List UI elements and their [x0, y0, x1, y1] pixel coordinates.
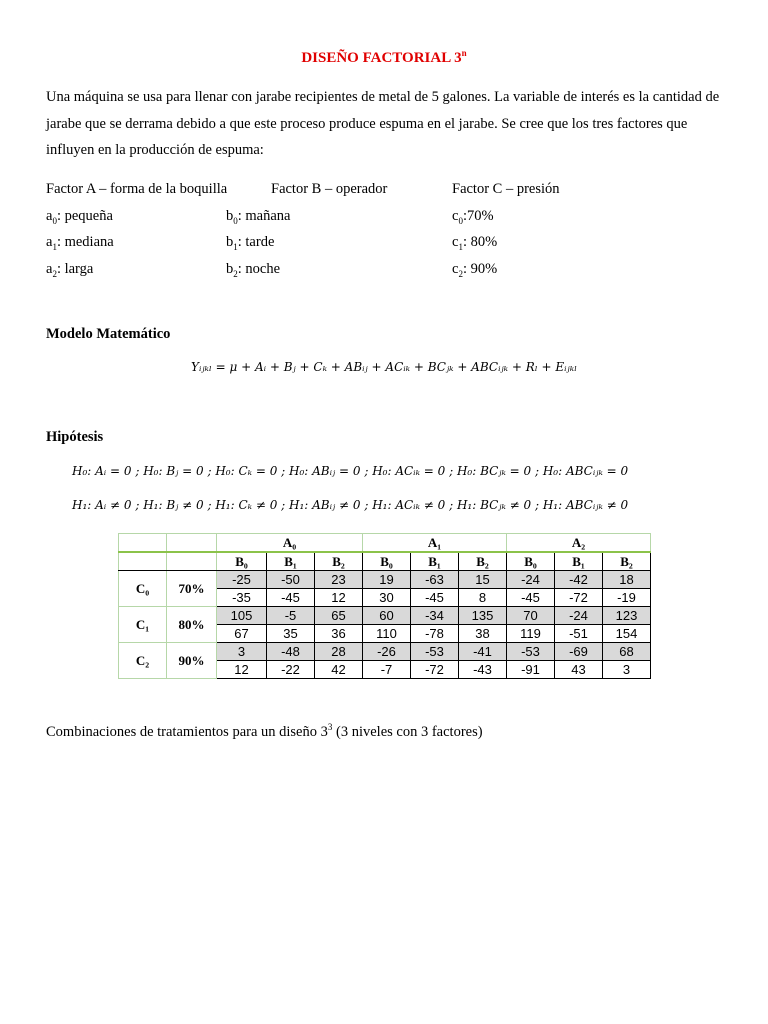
factor-b-column-header: B₂ — [603, 552, 651, 571]
table-cell: 15 — [459, 571, 507, 589]
intro-paragraph: Una máquina se usa para llenar con jarabe recipientes de metal de 5 galones. La variable de interés es la cantidad de jarabe que se derrama debido a que este proceso produce espuma en el jarabe. Se cree que los tres factores que influyen en la producción de espuma: — [46, 89, 720, 158]
table-cell: -24 — [555, 607, 603, 625]
null-hypotheses: H₀: Aᵢ = 0 ; H₀: Bⱼ = 0 ; H₀: Cₖ = 0 ; H₀: ABᵢⱼ = 0 ; H₀: ACᵢₖ = 0 ; H₀: BCⱼₖ = 0 ; H₀: ABCᵢⱼₖ = 0 — [72, 464, 629, 478]
table-cell: -45 — [411, 589, 459, 607]
pressure-row-label: 80% — [167, 607, 217, 643]
table-cell: -53 — [411, 643, 459, 661]
document-title: DISEÑO FACTORIAL 3$^n$ — [301, 48, 467, 66]
table-cell: 19 — [363, 571, 411, 589]
table-cell: -63 — [411, 571, 459, 589]
table-cell: -45 — [267, 589, 315, 607]
table-cell: 36 — [315, 625, 363, 643]
factor-b-column-header: B₁ — [555, 552, 603, 571]
factor-b-column-header: B₀ — [363, 552, 411, 571]
table-cell: -78 — [411, 625, 459, 643]
table-cell: -26 — [363, 643, 411, 661]
table-cell: -72 — [555, 589, 603, 607]
factor-b-level: $b_1$: tarde — [226, 234, 275, 252]
table-header-row-b — [119, 552, 651, 571]
factor-b-column-header: B₁ — [267, 552, 315, 571]
table-cell: -25 — [217, 571, 267, 589]
table-cell: 8 — [459, 589, 507, 607]
table-cell: 3 — [217, 643, 267, 661]
table-cell: -22 — [267, 661, 315, 679]
pressure-row-label: 70% — [167, 571, 217, 607]
data-table — [118, 533, 651, 679]
table-cell: 110 — [363, 625, 411, 643]
factor-b-column-header: B₂ — [315, 552, 363, 571]
pressure-row-label: 90% — [167, 643, 217, 679]
table-cell: 43 — [555, 661, 603, 679]
table-cell: 12 — [315, 589, 363, 607]
table-cell: 30 — [363, 589, 411, 607]
table-cell: -50 — [267, 571, 315, 589]
factor-a-level: $a_2$: larga — [46, 260, 94, 279]
table-cell: 28 — [315, 643, 363, 661]
factor-a-column-header: A₂ — [507, 534, 651, 553]
table-cell: 70 — [507, 607, 555, 625]
factor-c-row-label: C₀ — [119, 571, 167, 607]
factor-b-column-header: B₀ — [217, 552, 267, 571]
table-cell: 123 — [603, 607, 651, 625]
factor-b-level: $b_2$: noche — [226, 260, 281, 279]
factor-b-header: Factor B – operador — [271, 181, 388, 197]
factor-c-header: Factor C – presión — [452, 181, 560, 197]
table-cell: -72 — [411, 661, 459, 679]
table-cell: 3 — [603, 661, 651, 679]
table-row — [119, 607, 651, 625]
corner-cell — [167, 534, 217, 553]
factor-a-column-header: A₁ — [363, 534, 507, 553]
table-cell: -51 — [555, 625, 603, 643]
factor-b-column-header: B₂ — [459, 552, 507, 571]
table-cell: 65 — [315, 607, 363, 625]
model-heading: Modelo Matemático — [46, 326, 171, 342]
hypothesis-heading: Hipótesis — [46, 429, 104, 445]
factor-b-column-header: B₀ — [507, 552, 555, 571]
table-cell: -53 — [507, 643, 555, 661]
factor-b-level: $b_0$: mañana — [226, 207, 291, 226]
corner-cell — [167, 552, 217, 571]
table-cell: 12 — [217, 661, 267, 679]
factor-a-header: Factor A – forma de la boquilla — [46, 181, 228, 197]
factor-c-row-label: C₂ — [119, 643, 167, 679]
factor-c-level: $c_0:70\%$ — [452, 207, 494, 226]
table-cell: -7 — [363, 661, 411, 679]
table-cell: -5 — [267, 607, 315, 625]
table-cell: 68 — [603, 643, 651, 661]
model-equation: Yᵢⱼₖₗ = μ + Aᵢ + Bⱼ + Cₖ + ABᵢⱼ + ACᵢₖ + BCⱼₖ + ABCᵢⱼₖ + Rₗ + Eᵢⱼₖₗ — [191, 360, 577, 374]
table-cell: -45 — [507, 589, 555, 607]
table-cell: -91 — [507, 661, 555, 679]
factor-a-level: $a_1$: mediana — [46, 234, 114, 252]
footer-text: Combinaciones de tratamientos para un diseño $3^3$ (3 niveles con 3 factores) — [46, 722, 483, 740]
table-cell: 135 — [459, 607, 507, 625]
factor-a-column-header: A₀ — [217, 534, 363, 553]
table-cell: 42 — [315, 661, 363, 679]
table-cell: 60 — [363, 607, 411, 625]
factor-b-column-header: B₁ — [411, 552, 459, 571]
table-cell: 23 — [315, 571, 363, 589]
table-cell: 18 — [603, 571, 651, 589]
table-row — [119, 571, 651, 589]
table-cell: 38 — [459, 625, 507, 643]
corner-cell — [119, 552, 167, 571]
table-cell: 105 — [217, 607, 267, 625]
table-cell: 119 — [507, 625, 555, 643]
table-cell: 154 — [603, 625, 651, 643]
factor-c-level: $c_1$: 80% — [452, 234, 498, 252]
alternative-hypotheses: H₁: Aᵢ ≠ 0 ; H₁: Bⱼ ≠ 0 ; H₁: Cₖ ≠ 0 ; H₁: ABᵢⱼ ≠ 0 ; H₁: ACᵢₖ ≠ 0 ; H₁: BCⱼₖ ≠ 0 ; H₁: ABCᵢⱼₖ ≠ 0 — [72, 498, 629, 512]
table-cell: -35 — [217, 589, 267, 607]
table-cell: -19 — [603, 589, 651, 607]
corner-cell — [119, 534, 167, 553]
factor-a-level: $a_0$: pequeña — [46, 207, 113, 226]
factor-c-row-label: C₁ — [119, 607, 167, 643]
table-cell: -41 — [459, 643, 507, 661]
table-cell: -34 — [411, 607, 459, 625]
table-header-row-a — [119, 534, 651, 553]
table-cell: -43 — [459, 661, 507, 679]
table-cell: -24 — [507, 571, 555, 589]
factor-c-level: $c_2$: 90% — [452, 260, 498, 279]
table-row — [119, 643, 651, 661]
table-cell: -69 — [555, 643, 603, 661]
table-cell: -48 — [267, 643, 315, 661]
table-cell: -42 — [555, 571, 603, 589]
table-cell: 67 — [217, 625, 267, 643]
table-cell: 35 — [267, 625, 315, 643]
